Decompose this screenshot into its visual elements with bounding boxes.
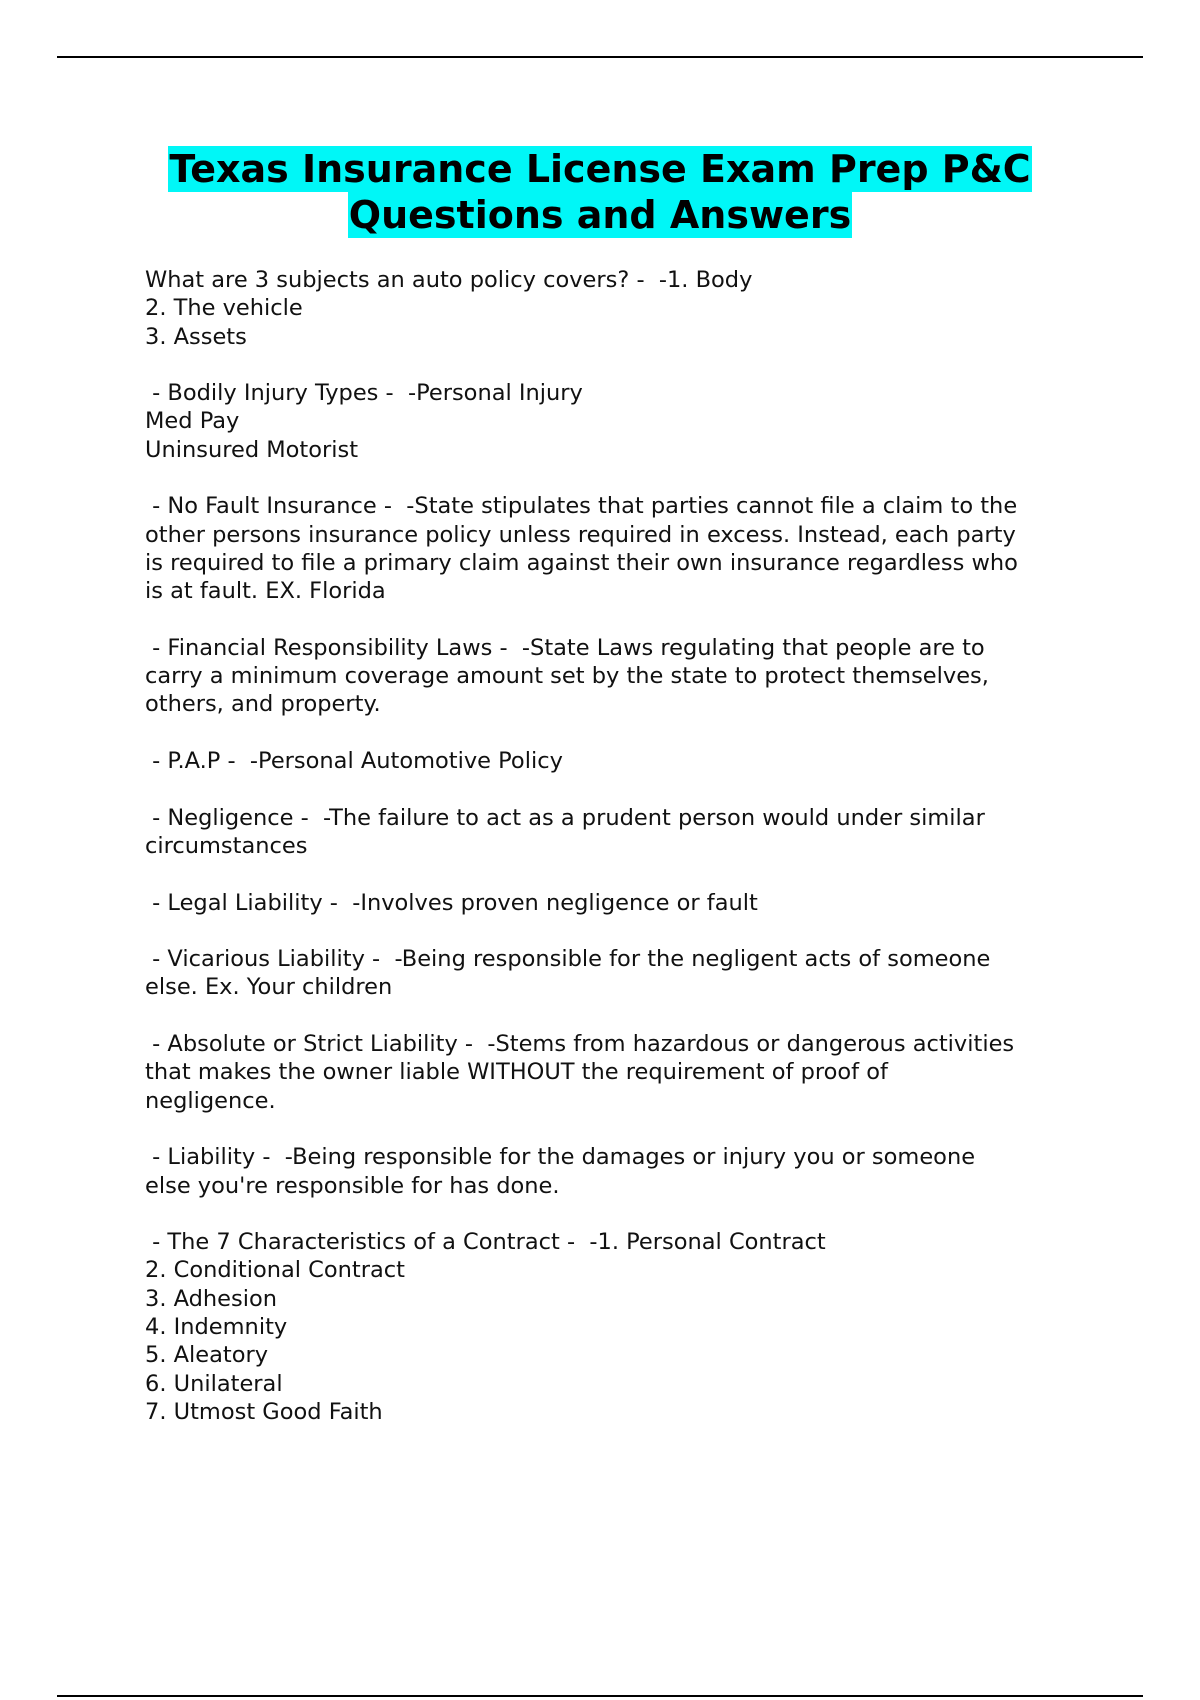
qa-entry-line: - No Fault Insurance - -State stipulates that parties cannot file a claim to the (145, 493, 1018, 520)
header-rule (57, 56, 1143, 58)
qa-entry (145, 889, 1095, 917)
qa-entry-line: 2. The vehicle (145, 295, 303, 322)
qa-entry (145, 634, 1095, 719)
qa-entry (145, 1030, 1095, 1115)
qa-entry-line: Med Pay (145, 408, 240, 435)
qa-entry-line: that makes the owner liable WITHOUT the requirement of proof of (145, 1059, 888, 1086)
qa-entry-line: - Absolute or Strict Liability - -Stems from hazardous or dangerous activities (145, 1031, 1015, 1058)
qa-entry-line: What are 3 subjects an auto policy covers? - -1. Body (145, 267, 753, 293)
qa-entry (145, 747, 1095, 775)
document-title (0, 146, 1200, 238)
qa-entry (145, 379, 1095, 464)
qa-entry-line: else you're responsible for has done. (145, 1172, 560, 1199)
qa-entry-line: - Legal Liability - -Involves proven negligence or fault (145, 889, 758, 916)
qa-entry-line: - Liability - -Being responsible for the damages or injury you or someone (145, 1144, 976, 1171)
title-line-2: Questions and Answers (348, 193, 852, 237)
qa-entry-line: else. Ex. Your children (145, 974, 393, 1001)
qa-entry-line: 5. Aleatory (145, 1342, 269, 1369)
title-line-1: Texas Insurance License Exam Prep P&C (169, 147, 1031, 191)
qa-entry-line: - P.A.P - -Personal Automotive Policy (145, 748, 563, 775)
qa-entry (145, 1228, 1095, 1426)
qa-entry (145, 492, 1095, 605)
qa-entry-line: 3. Assets (145, 323, 247, 350)
qa-entry-line: - Bodily Injury Types - -Personal Injury (145, 380, 583, 407)
qa-entry-line: Uninsured Motorist (145, 436, 359, 463)
qa-entry (145, 945, 1095, 1002)
qa-entry (145, 804, 1095, 861)
qa-entry-line: 4. Indemnity (145, 1313, 288, 1340)
qa-entry-line: - Financial Responsibility Laws - -State Laws regulating that people are to (145, 634, 985, 661)
qa-entry (145, 1143, 1095, 1200)
qa-entry-line: - The 7 Characteristics of a Contract - -1. Personal Contract (145, 1229, 826, 1256)
qa-entry-line: others, and property. (145, 691, 381, 718)
qa-list (145, 266, 1095, 1454)
qa-entry-line: 3. Adhesion (145, 1285, 278, 1312)
qa-entry-line: - Negligence - -The failure to act as a prudent person would under similar (145, 804, 985, 831)
qa-entry-line: negligence. (145, 1087, 276, 1114)
qa-entry-line: carry a minimum coverage amount set by the state to protect themselves, (145, 663, 989, 690)
qa-entry-line: is at fault. EX. Florida (145, 578, 386, 605)
qa-entry-line: 7. Utmost Good Faith (145, 1398, 383, 1425)
qa-entry-line: 2. Conditional Contract (145, 1257, 405, 1284)
qa-entry-line: is required to file a primary claim against their own insurance regardless who (145, 549, 1018, 576)
qa-entry (145, 266, 1095, 351)
qa-entry-line: other persons insurance policy unless required in excess. Instead, each party (145, 521, 1016, 548)
footer-rule (57, 1695, 1143, 1697)
qa-entry-line: 6. Unilateral (145, 1370, 283, 1397)
qa-entry-line: circumstances (145, 832, 308, 859)
qa-entry-line: - Vicarious Liability - -Being responsible for the negligent acts of someone (145, 946, 991, 973)
